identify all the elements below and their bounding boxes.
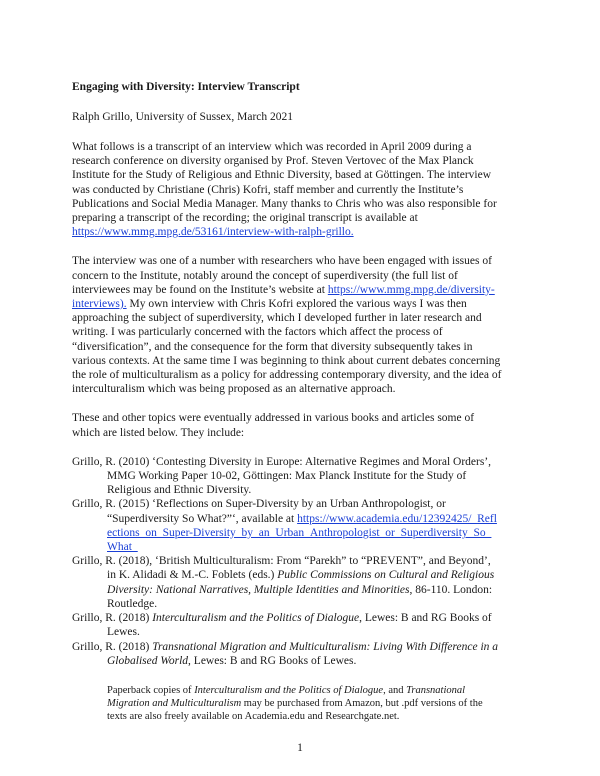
context-text-1: The interview was one of a number with researchers who have been engaged with issues of concern to the Institute, notably around the concept of superdiversity (the full list of interviewees may be found on the Institute’s website at	[72, 255, 492, 296]
note-text: Paperback copies of	[107, 684, 195, 696]
page-number: 1	[297, 742, 303, 754]
reference-item	[72, 554, 502, 611]
reference-item	[72, 640, 502, 668]
topics-paragraph: These and other topics were eventually addressed in various books and articles some of which are listed below. They include:	[72, 412, 475, 439]
availability-note	[107, 684, 502, 723]
author-line: Ralph Grillo, University of Sussex, March 2021	[72, 111, 294, 123]
reference-text: Grillo, R. (2018)	[72, 612, 153, 625]
reference-title: Interculturalism and the Politics of Dialogue	[152, 612, 360, 625]
reference-title: Transnational Migration and Multiculturalism: Living With Difference in a Globalised World	[107, 640, 499, 667]
reference-title: Public Commissions on Cultural and Religious Diversity: National Narratives, Multiple Identities and Minorities	[107, 569, 495, 596]
note-text: , and	[383, 684, 407, 696]
reference-list	[72, 455, 502, 668]
reference-text: , Lewes: B and RG Books of Lewes.	[107, 612, 492, 639]
reference-item	[72, 611, 502, 639]
interviews-link[interactable]: https://www.mmg.mpg.de/diversity-interviews).	[72, 283, 495, 311]
intro-paragraph	[72, 140, 502, 239]
reference-item: Grillo, R. (2010) ‘Contesting Diversity in Europe: Alternative Regimes and Moral Orders’, MMG Working Paper 10-02, Göttingen: Max Planck Institute for the Study of Religious and Ethnic Diversity.	[72, 455, 492, 497]
reference-text: Grillo, R. (2018)	[72, 640, 153, 653]
reference-text: Grillo, R. (2015) ‘Reflections on Super-Diversity by an Urban Anthropologist, or “Superdiversity So What?”‘, available at	[72, 498, 446, 525]
context-paragraph	[72, 254, 502, 396]
transcript-link[interactable]: https://www.mmg.mpg.de/53161/interview-with-ralph-grillo.	[72, 226, 354, 239]
note-title: Transnational Migration and Multiculturalism	[107, 684, 466, 709]
note-title: Interculturalism and the Politics of Dialogue	[194, 684, 384, 696]
reference-item	[72, 497, 502, 554]
document-title: Engaging with Diversity: Interview Transcript	[72, 81, 300, 93]
reference-text: , Lewes: B and RG Books of Lewes.	[188, 654, 357, 667]
academia-link[interactable]: https://www.academia.edu/12392425/_Reflections_on_Super-Diversity_by_an_Urban_Anthropologist_or_Superdiversity_So_What_	[107, 512, 497, 554]
reference-text: Grillo, R. (2018), ‘British Multiculturalism: From “Parekh” to “PREVENT”, and Beyond’, in K. Alidadi & M.-C. Foblets (eds.)	[72, 555, 491, 582]
context-text-2: My own interview with Chris Kofri explored the various ways I was then approaching the subject of superdiversity, which I developed further in later research and writing. I was particularly concerned with the factors which affect the process of “diversification”, and the consequence for the form that diversity subsequently takes in various contexts. At the same time I was beginning to think about current debates concerning the role of multiculturalism as a policy for addressing contemporary diversity, and the idea of interculturalism which was being proposed as an alternative approach.	[72, 298, 502, 396]
reference-text: , 86-110. London: Routledge.	[107, 583, 493, 610]
intro-text: What follows is a transcript of an interview which was recorded in April 2009 during a research conference on diversity organised by Prof. Steven Vertovec of the Max Planck Institute for the Study of Religious and Ethnic Diversity, based at Göttingen. The interview was conducted by Christiane (Chris) Kofri, staff member and currently the Institute’s Publications and Social Media Manager. Many thanks to Chris who was also responsible for preparing a transcript of the recording; the original transcript is available at	[72, 141, 497, 225]
note-text: may be purchased from Amazon, but .pdf versions of the texts are also freely available on Academia.edu and Researchgate.net.	[107, 697, 483, 722]
document-page	[72, 80, 502, 723]
